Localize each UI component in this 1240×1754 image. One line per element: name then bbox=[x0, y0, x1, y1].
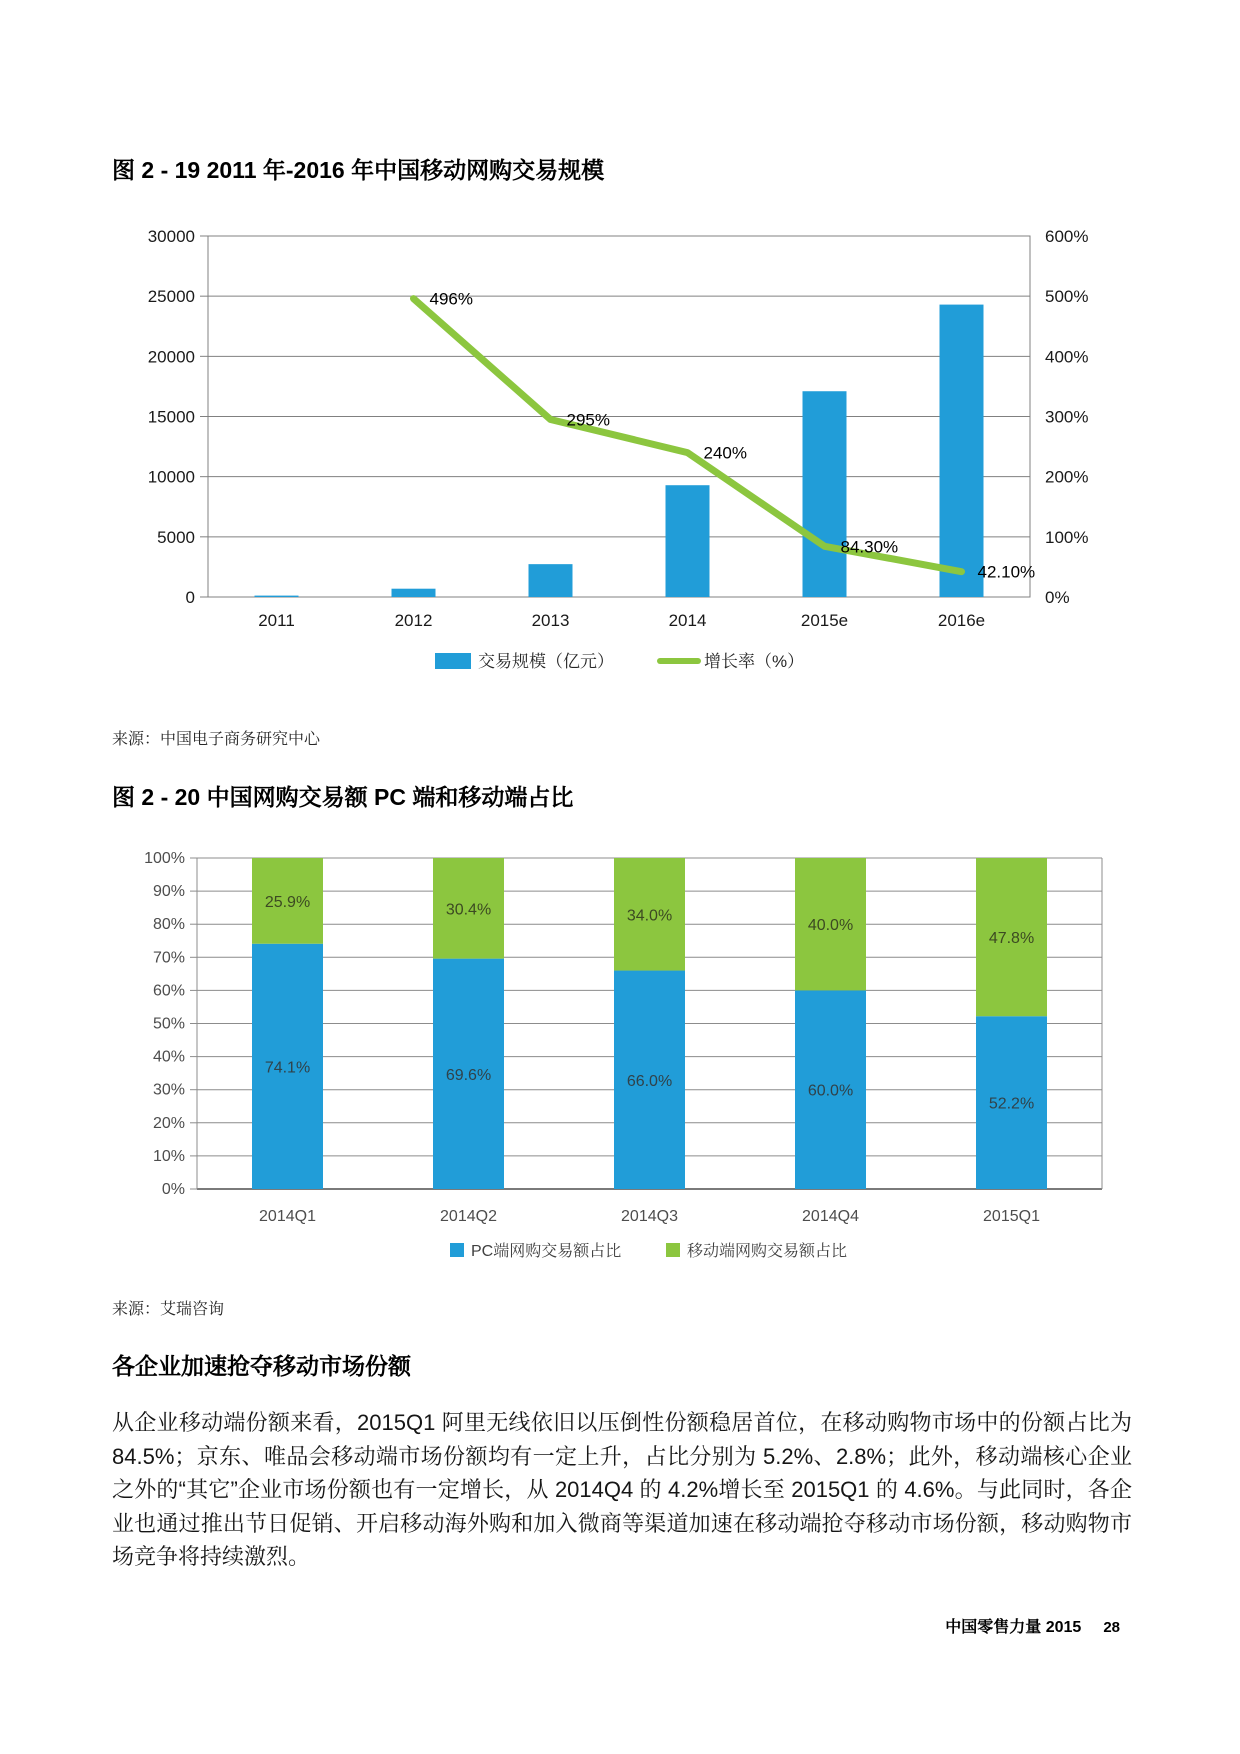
x-axis-label-2014Q3: 2014Q3 bbox=[621, 1208, 678, 1225]
transaction-bar-2014 bbox=[666, 485, 710, 597]
right-axis-tick-label: 500% bbox=[1045, 287, 1089, 307]
figure1-source: 来源：中国电子商务研究中心 bbox=[112, 731, 321, 748]
legend-bar-swatch bbox=[435, 653, 471, 669]
pc-share-label-2014Q4: 60.0% bbox=[807, 1082, 854, 1100]
right-axis-tick-label: 600% bbox=[1045, 227, 1089, 246]
pc-share-label-2014Q2: 69.6% bbox=[445, 1066, 492, 1084]
legend-mobile-swatch bbox=[666, 1243, 680, 1257]
y-axis-tick-label: 30% bbox=[152, 1081, 185, 1099]
x-axis-label-2014Q4: 2014Q4 bbox=[802, 1208, 859, 1225]
y-axis-tick-label: 90% bbox=[152, 883, 185, 901]
legend-mobile-label: 移动端网购交易额占比 bbox=[687, 1243, 848, 1260]
x-axis-label-2016e: 2016e bbox=[937, 611, 986, 630]
mobile-share-label-2015Q1: 47.8% bbox=[988, 930, 1035, 948]
transaction-bar-2012 bbox=[392, 589, 436, 597]
mobile-share-label-2014Q2: 30.4% bbox=[445, 901, 492, 919]
left-axis-tick-label: 0 bbox=[185, 588, 195, 607]
mobile-share-label-2014Q3: 34.0% bbox=[626, 907, 673, 925]
legend-pc-label: PC端网购交易额占比 bbox=[471, 1243, 622, 1260]
left-axis-tick-label: 25000 bbox=[147, 287, 195, 307]
footer-page-number: 28 bbox=[1103, 1619, 1120, 1636]
page-footer bbox=[945, 1614, 1120, 1637]
right-axis-tick-label: 100% bbox=[1045, 527, 1089, 547]
footer-book-title: 中国零售力量 2015 bbox=[945, 1619, 1082, 1636]
y-axis-tick-label: 10% bbox=[152, 1147, 185, 1165]
x-axis-label-2012: 2012 bbox=[394, 611, 433, 630]
section-heading: 各企业加速抢夺移动市场份额 bbox=[112, 1353, 411, 1379]
y-axis-tick-label: 100% bbox=[144, 850, 185, 867]
growth-label-2014: 240% bbox=[703, 443, 747, 463]
left-axis-tick-label: 20000 bbox=[147, 347, 195, 367]
legend-bar-label: 交易规模（亿元） bbox=[478, 652, 614, 671]
x-axis-label-2014Q2: 2014Q2 bbox=[440, 1208, 497, 1225]
left-axis-tick-label: 5000 bbox=[157, 527, 195, 547]
y-axis-tick-label: 60% bbox=[152, 982, 185, 1000]
pc-share-label-2015Q1: 52.2% bbox=[988, 1095, 1035, 1113]
y-axis-tick-label: 20% bbox=[152, 1114, 185, 1132]
x-axis-label-2014Q1: 2014Q1 bbox=[259, 1208, 316, 1225]
left-axis-tick-label: 10000 bbox=[147, 467, 195, 487]
y-axis-tick-label: 50% bbox=[152, 1015, 185, 1033]
left-axis-tick-label: 30000 bbox=[147, 227, 195, 246]
section-paragraph: 从企业移动端份额来看，2015Q1 阿里无线依旧以压倒性份额稳居首位，在移动购物市场中的份额占比为 84.5%；京东、唯品会移动端市场份额均有一定上升，占比分别为 5.2%、2.8%；此外，移动端核心企业之外的“其它”企业市场份额也有一定增长，从 2014Q4 的 4.2%增长至 2015Q1 的 4.6%。与此同时，各企业也通过推出节日促销、开启移动海外购和加入微商等渠道加速在移动端抢夺移动市场份额，移动购物市场竞争将持续激烈。 bbox=[112, 1410, 1132, 1570]
y-axis-tick-label: 70% bbox=[152, 949, 185, 967]
x-axis-label-2015Q1: 2015Q1 bbox=[983, 1208, 1040, 1225]
right-axis-tick-label: 300% bbox=[1045, 407, 1089, 427]
right-axis-tick-label: 400% bbox=[1045, 347, 1089, 367]
figure2-source: 来源：艾瑞咨询 bbox=[112, 1301, 225, 1318]
x-axis-label-2013: 2013 bbox=[531, 611, 570, 630]
pc-share-label-2014Q3: 66.0% bbox=[626, 1072, 673, 1090]
growth-label-2013: 295% bbox=[566, 410, 610, 430]
left-axis-tick-label: 15000 bbox=[147, 407, 195, 427]
growth-label-2012: 496% bbox=[429, 289, 473, 309]
transaction-bar-2013 bbox=[529, 564, 573, 597]
legend-line-label: 增长率（%） bbox=[704, 652, 805, 671]
x-axis-label-2011: 2011 bbox=[258, 611, 295, 630]
x-axis-label-2014: 2014 bbox=[668, 611, 707, 630]
transaction-bar-2016e bbox=[940, 305, 984, 597]
right-axis-tick-label: 200% bbox=[1045, 467, 1089, 487]
pc-share-label-2014Q1: 74.1% bbox=[264, 1059, 311, 1077]
right-axis-tick-label: 0% bbox=[1045, 588, 1070, 607]
figure1-combo-chart bbox=[140, 222, 1100, 682]
mobile-share-label-2014Q1: 25.9% bbox=[264, 893, 311, 911]
figure2-title: 图 2 - 20 中国网购交易额 PC 端和移动端占比 bbox=[112, 784, 574, 810]
figure2-stacked-chart bbox=[100, 843, 1140, 1273]
transaction-bar-2011 bbox=[255, 596, 299, 597]
growth-label-2016e: 42.10% bbox=[977, 562, 1036, 582]
mobile-share-label-2014Q4: 40.0% bbox=[807, 917, 854, 935]
growth-label-2015e: 84.30% bbox=[840, 537, 899, 557]
y-axis-tick-label: 80% bbox=[152, 916, 185, 934]
x-axis-label-2015e: 2015e bbox=[800, 611, 849, 630]
legend-pc-swatch bbox=[450, 1243, 464, 1257]
y-axis-tick-label: 40% bbox=[152, 1048, 185, 1066]
transaction-bar-2015e bbox=[803, 391, 847, 597]
y-axis-tick-label: 0% bbox=[161, 1181, 185, 1198]
figure1-title: 图 2 - 19 2011 年-2016 年中国移动网购交易规模 bbox=[112, 157, 605, 183]
